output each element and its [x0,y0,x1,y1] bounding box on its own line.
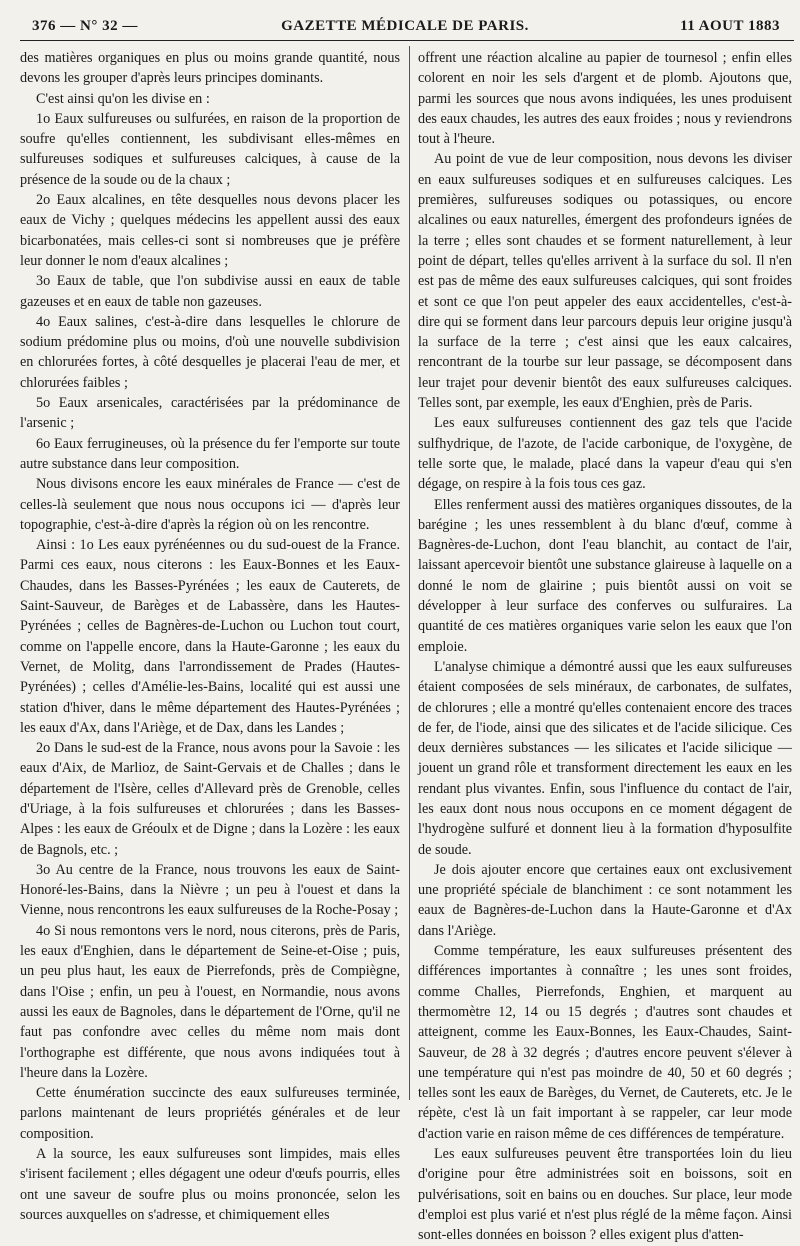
header-rule [20,40,794,41]
paragraph: 5o Eaux arsenicales, caractérisées par la prédominance de l'arsenic ; [20,395,400,432]
paragraph: 4o Si nous remontons vers le nord, nous citerons, près de Paris, les eaux d'Enghien, dans le département de Seine-et-Oise ; puis, un peu plus haut, les eaux de Pierrefonds, près de Compiègne, dans l'Oise ; enfin, un peu à l'ouest, en Normandie, nous avons aussi les eaux de Bagnoles, dans le département de l'Orne, qu'il ne faut pas confondre avec celles du même nom mais dont l'orthographe est différente, que nous avons indiquées tout à l'heure dans la Lozère. [20,922,400,1081]
paragraph: offrent une réaction alcaline au papier de tournesol ; enfin elles colorent en noir les sels d'argent et de plomb. Ajoutons que, parmi les sources que nous avons indiquées, les unes produisent des eaux chaudes, les autres des eaux froides ; nous y reviendrons tout à l'heure. [418,50,792,148]
paragraph: Les eaux sulfureuses peuvent être transportées loin du lieu d'origine pour être administrées soit en boissons, soit en pulvérisations, soit en bains ou en douches. Sur place, leur mode d'emploi est plus varié et n'est plus réglé de la même façon. Ainsi sont-elles données en boisson ? elles exigent plus d'atten- [418,1146,792,1244]
paragraph: Nous divisons encore les eaux minérales de France — c'est de celles-là seulement que nous nous occupons ici — d'après leur topographie, c'est-à-dire d'après la région où on les rencontre. [20,476,400,533]
paragraph: 4o Eaux salines, c'est-à-dire dans lesquelles le chlorure de sodium prédomine plus ou moins, d'où une nouvelle subdivision en chlorurées fortes, à côté desquelles je placerai l'eau de mer, et chlorurées faibles ; [20,313,400,391]
paragraph: Les eaux sulfureuses contiennent des gaz tels que l'acide sulfhydrique, de l'azote, de l'acide carbonique, de l'oxygène, de telle sorte que, le malade, placé dans la vapeur d'eau qui s'en dégage, on respire à la fois tous ces gaz. [418,415,792,493]
page-header [20,14,790,40]
paragraph: C'est ainsi qu'on les divise en : [36,90,210,107]
publication-title: GAZETTE MÉDICALE DE PARIS. [281,18,529,34]
paragraph: Ainsi : 1o Les eaux pyrénéennes ou du sud-ouest de la France. Parmi ces eaux, nous citerons : les Eaux-Bonnes et les Eaux-Chaudes, dans les Basses-Pyrénées ; les eaux de Cauterets, de Saint-Sauveur, de Barèges et de Labassère, dans les Hautes-Pyrénées ; celles de Bagnères-de-Luchon ou Luchon tout court, comme on l'appelle encore, dans la Haute-Garonne ; les eaux du Vernet, de Molitg, dans l'arrondissement de Prades (Hautes-Pyrénées) ; celles d'Amélie-les-Bains, localité qui est aussi une station d'hiver, dans le même département des Hautes-Pyrénées ; les eaux d'Ax, dans l'Ariège, et de Dax, dans les Landes ; [20,537,400,736]
right-column [418,48,792,1244]
paragraph: 2o Eaux alcalines, en tête desquelles nous devons placer les eaux de Vichy ; quelques médecins les appellent aussi des eaux bicarbonatées, mais celles-ci sont si nombreuses que je préfère leur donner le nom d'eaux alcalines ; [20,192,400,269]
left-column [20,48,400,1223]
paragraph: 3o Eaux de table, que l'on subdivise aussi en eaux de table gazeuses et en eaux de table non gazeuses. [20,273,400,310]
paragraph: 1o Eaux sulfureuses ou sulfurées, en raison de la proportion de soufre qu'elles contiennent, les subdivisant elles-mêmes en sulfureuses sodiques et sulfureuses calciques, à cause de la présence de la soude ou de la chaux ; [20,110,400,188]
paragraph: 3o Au centre de la France, nous trouvons les eaux de Saint-Honoré-les-Bains, dans la Nièvre ; un peu à l'ouest et dans la Vienne, nous rencontrons les eaux sulfureuses de la Roche-Posay ; [20,861,400,919]
paragraph: Comme température, les eaux sulfureuses présentent des différences importantes à connaître ; les unes sont froides, comme Challes, Pierrefonds, Enghien, et marquent au thermomètre 12, 14 ou 15 degrés ; d'autres sont chaudes et atteignent, comme les Eaux-Bonnes, les Eaux-Chaudes, Saint-Sauveur, de 28 à 32 degrés ; d'autres encore peuvent s'élever à une température qui n'est pas moindre de 40, 50 et 60 degrés ; telles sont les eaux de Barèges, du Vernet, de Cauterets, etc. Je le répète, c'est là un fait important à se rappeler, car leur mode d'action varie en raison même de ces différences de température. [418,943,792,1142]
paragraph: 6o Eaux ferrugineuses, où la présence du fer l'emporte sur toute autre substance dans leur composition. [20,435,400,472]
paragraph: L'analyse chimique a démontré aussi que les eaux sulfureuses étaient composées de sels minéraux, de carbonates, de sulfates, de chlorures ; elle a montré qu'elles contenaient encore des traces de fer, de l'iode, ainsi que des silicates et de l'acide silicique. Ces deux dernières substances — les silicates et l'acide silicique — jouent un grand rôle et transforment directement les eaux en les rendant plus vivantes. Enfin, sous l'influence du contact de l'air, les eaux dont nous nous occupons en ce moment dégagent de l'hydrogène sulfuré et donnent lieu à la formation d'hyposulfite de soude. [418,658,792,858]
paragraph: des matières organiques en plus ou moins grande quantité, nous devons les grouper d'après leurs principes dominants. [20,50,400,87]
column-divider [409,46,410,1100]
paragraph: Elles renferment aussi des matières organiques dissoutes, de la barégine ; les unes ressemblent à du blanc d'œuf, comme à Bagnères-de-Luchon, dont l'eau blanchit, au contact de l'air, laissant apercevoir bientôt une substance glaireuse à laquelle on a donné le nom de glairine ; puis bientôt aussi on voit se développer à leur surface des conferves ou sulfuraires. La quantité de ces matières organiques varie selon les eaux que l'on emploie. [418,496,792,655]
paragraph: Au point de vue de leur composition, nous devons les diviser en eaux sulfureuses sodiques et en sulfureuses calciques. Les premières, sulfureuses sodiques ou potassiques, ou encore alcalines ou eaux naturelles, émergent des profondeurs ignées de la terre ; elles sont chaudes et se forment naturellement, à leur point de départ, telles qu'elles arrivent à la surface du sol. Il n'en est pas de même des eaux sulfureuses calciques, qui sont froides et sont ce que l'on peut appeler des eaux accidentelles, c'est-à-dire qui se forment dans leur parcours depuis leur origine jusqu'à la surface de la terre ; c'est ainsi que les eaux calcaires, rencontrant de la tourbe sur leur passage, se décomposent dans leur trajet pour devenir bientôt des eaux sulfureuses calciques. Telles sont, par exemple, les eaux d'Enghien, près de Paris. [418,151,792,412]
paragraph: Je dois ajouter encore que certaines eaux ont exclusivement une propriété spéciale de blanchiment : ce sont notamment les eaux de Bagnères-de-Luchon dans la Haute-Garonne et d'Ax dans l'Ariège. [418,861,792,939]
issue-date: 11 AOUT 1883 [680,18,780,34]
paragraph: 2o Dans le sud-est de la France, nous avons pour la Savoie : les eaux d'Aix, de Marlioz, de Saint-Gervais et de Challes ; dans le département de l'Isère, celles d'Allevard près de Grenoble, celles d'Uriage, à la fois sulfureuses et chlorurées ; dans les Basses-Alpes : les eaux de Gréoulx et de Digne ; dans la Lozère : les eaux de Bagnols, etc. ; [20,740,400,858]
page-number: 376 — N° 32 — [32,18,138,34]
paragraph: A la source, les eaux sulfureuses sont limpides, mais elles s'irisent facilement ; elles dégagent une odeur d'œufs pourris, elles ont une saveur de soufre plus ou moins prononcée, selon les sources auxquelles on s'adresse, et chimiquement elles [20,1146,400,1223]
paragraph: Cette énumération succincte des eaux sulfureuses terminée, parlons maintenant de leurs propriétés générales et de leur composition. [20,1085,400,1142]
